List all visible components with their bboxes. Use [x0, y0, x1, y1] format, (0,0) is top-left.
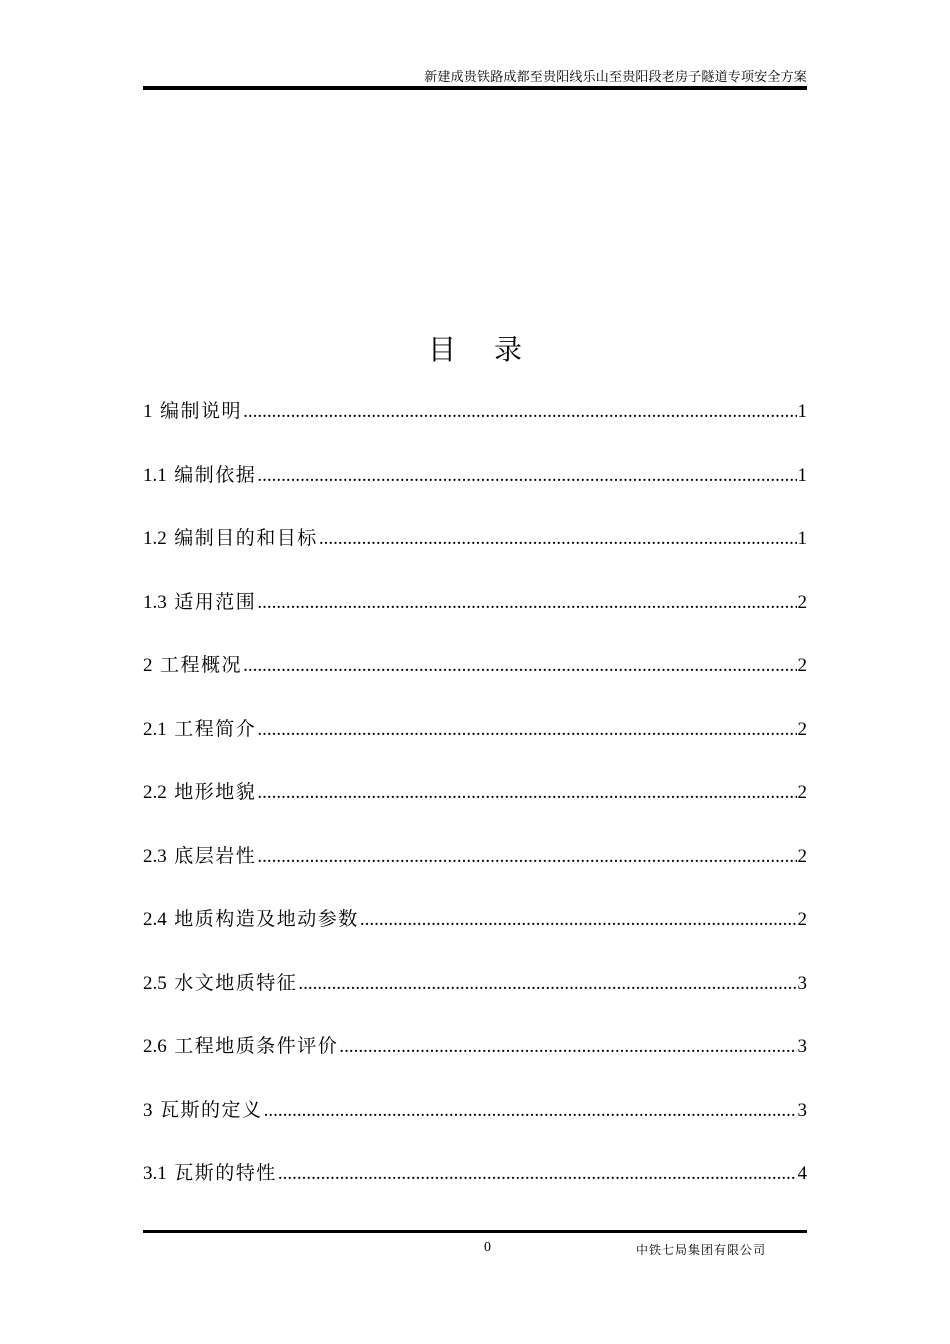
toc-entry-text: 工程概况	[160, 654, 243, 676]
running-header: 新建成贵铁路成都至贵阳线乐山至贵阳段老房子隧道专项安全方案	[424, 70, 807, 85]
toc-entry-label	[143, 587, 256, 618]
footer-rule	[143, 1230, 807, 1233]
toc-entry-text: 适用范围	[174, 590, 257, 613]
toc-entry-number: 1.1	[143, 464, 167, 486]
toc-entry[interactable]	[143, 1158, 807, 1222]
toc-entry-number: 1.2	[143, 528, 167, 549]
toc-leader-dots	[360, 904, 797, 935]
toc-entry-page: 2	[797, 591, 807, 613]
toc-leader-dots	[243, 650, 796, 681]
toc-leader-dots	[264, 1095, 797, 1126]
toc-entry-label	[143, 714, 256, 745]
toc-entry[interactable]	[143, 460, 807, 524]
toc-entry-page: 2	[797, 718, 807, 740]
toc-entry[interactable]	[143, 841, 807, 905]
toc-entry-number: 1.3	[143, 591, 167, 613]
toc-entry-label	[143, 1158, 277, 1189]
toc-entry-number: 1	[143, 401, 153, 422]
toc-entry-number: 2.2	[143, 782, 167, 803]
toc-entry[interactable]	[143, 968, 807, 1032]
toc-entry-label	[143, 460, 256, 491]
toc-leader-dots	[257, 714, 796, 745]
toc-entry-page: 3	[797, 1036, 807, 1057]
toc-leader-dots	[257, 841, 796, 872]
toc-entry[interactable]	[143, 1095, 807, 1159]
toc-entry-label	[143, 968, 297, 999]
toc-entry[interactable]	[143, 396, 807, 460]
toc-entry-number: 3.1	[143, 1163, 167, 1184]
toc-entry[interactable]	[143, 1031, 807, 1095]
toc-entry-number: 2.5	[143, 972, 167, 994]
toc-list	[143, 396, 807, 1222]
toc-entry-text: 编制说明	[160, 400, 243, 422]
toc-entry[interactable]	[143, 650, 807, 714]
toc-entry-page: 2	[797, 655, 807, 676]
toc-entry-label	[143, 841, 256, 872]
toc-leader-dots	[257, 460, 796, 491]
toc-entry-label	[143, 523, 318, 554]
toc-entry-label	[143, 777, 256, 808]
toc-leader-dots	[339, 1031, 796, 1062]
toc-entry-label	[143, 1031, 338, 1062]
toc-entry-page: 1	[797, 528, 807, 549]
toc-entry-text: 编制依据	[174, 463, 257, 486]
toc-entry-label	[143, 1095, 263, 1126]
toc-entry[interactable]	[143, 777, 807, 841]
toc-entry-page: 2	[797, 909, 807, 930]
footer-page-number: 0	[484, 1240, 491, 1255]
toc-leader-dots	[278, 1158, 797, 1189]
toc-entry-page: 3	[797, 972, 807, 994]
toc-entry-text: 工程地质条件评价	[174, 1035, 339, 1057]
toc-entry-page: 4	[797, 1163, 807, 1184]
toc-entry-page: 3	[797, 1099, 807, 1121]
toc-entry-page: 2	[797, 845, 807, 867]
toc-entry-number: 3	[143, 1099, 153, 1121]
toc-entry-label	[143, 904, 359, 935]
toc-entry-text: 瓦斯的特性	[174, 1162, 277, 1184]
toc-entry-page: 2	[797, 782, 807, 803]
toc-entry-text: 瓦斯的定义	[160, 1098, 263, 1121]
toc-entry-text: 地质构造及地动参数	[174, 908, 359, 930]
toc-entry[interactable]	[143, 587, 807, 651]
toc-entry-number: 2.1	[143, 718, 167, 740]
toc-entry-number: 2	[143, 655, 153, 676]
toc-entry[interactable]	[143, 904, 807, 968]
toc-leader-dots	[298, 968, 796, 999]
toc-entry-text: 工程简介	[174, 717, 257, 740]
toc-entry-number: 2.6	[143, 1036, 167, 1057]
toc-entry-text: 地形地貌	[174, 781, 257, 803]
toc-leader-dots	[257, 587, 796, 618]
toc-entry-number: 2.4	[143, 909, 167, 930]
toc-leader-dots	[243, 396, 796, 427]
toc-entry-page: 1	[797, 464, 807, 486]
toc-entry-label	[143, 396, 242, 427]
toc-entry-number: 2.3	[143, 845, 167, 867]
toc-entry-text: 编制目的和目标	[174, 527, 318, 549]
toc-entry-page: 1	[797, 401, 807, 422]
toc-entry[interactable]	[143, 523, 807, 587]
toc-leader-dots	[319, 523, 797, 554]
toc-entry-text: 底层岩性	[174, 844, 257, 867]
toc-entry-text: 水文地质特征	[174, 971, 298, 994]
footer-company: 中铁七局集团有限公司	[636, 1243, 767, 1257]
toc-title: 目录	[427, 333, 560, 366]
toc-entry[interactable]	[143, 714, 807, 778]
header-rule	[143, 86, 807, 90]
toc-leader-dots	[257, 777, 796, 808]
toc-entry-label	[143, 650, 242, 681]
